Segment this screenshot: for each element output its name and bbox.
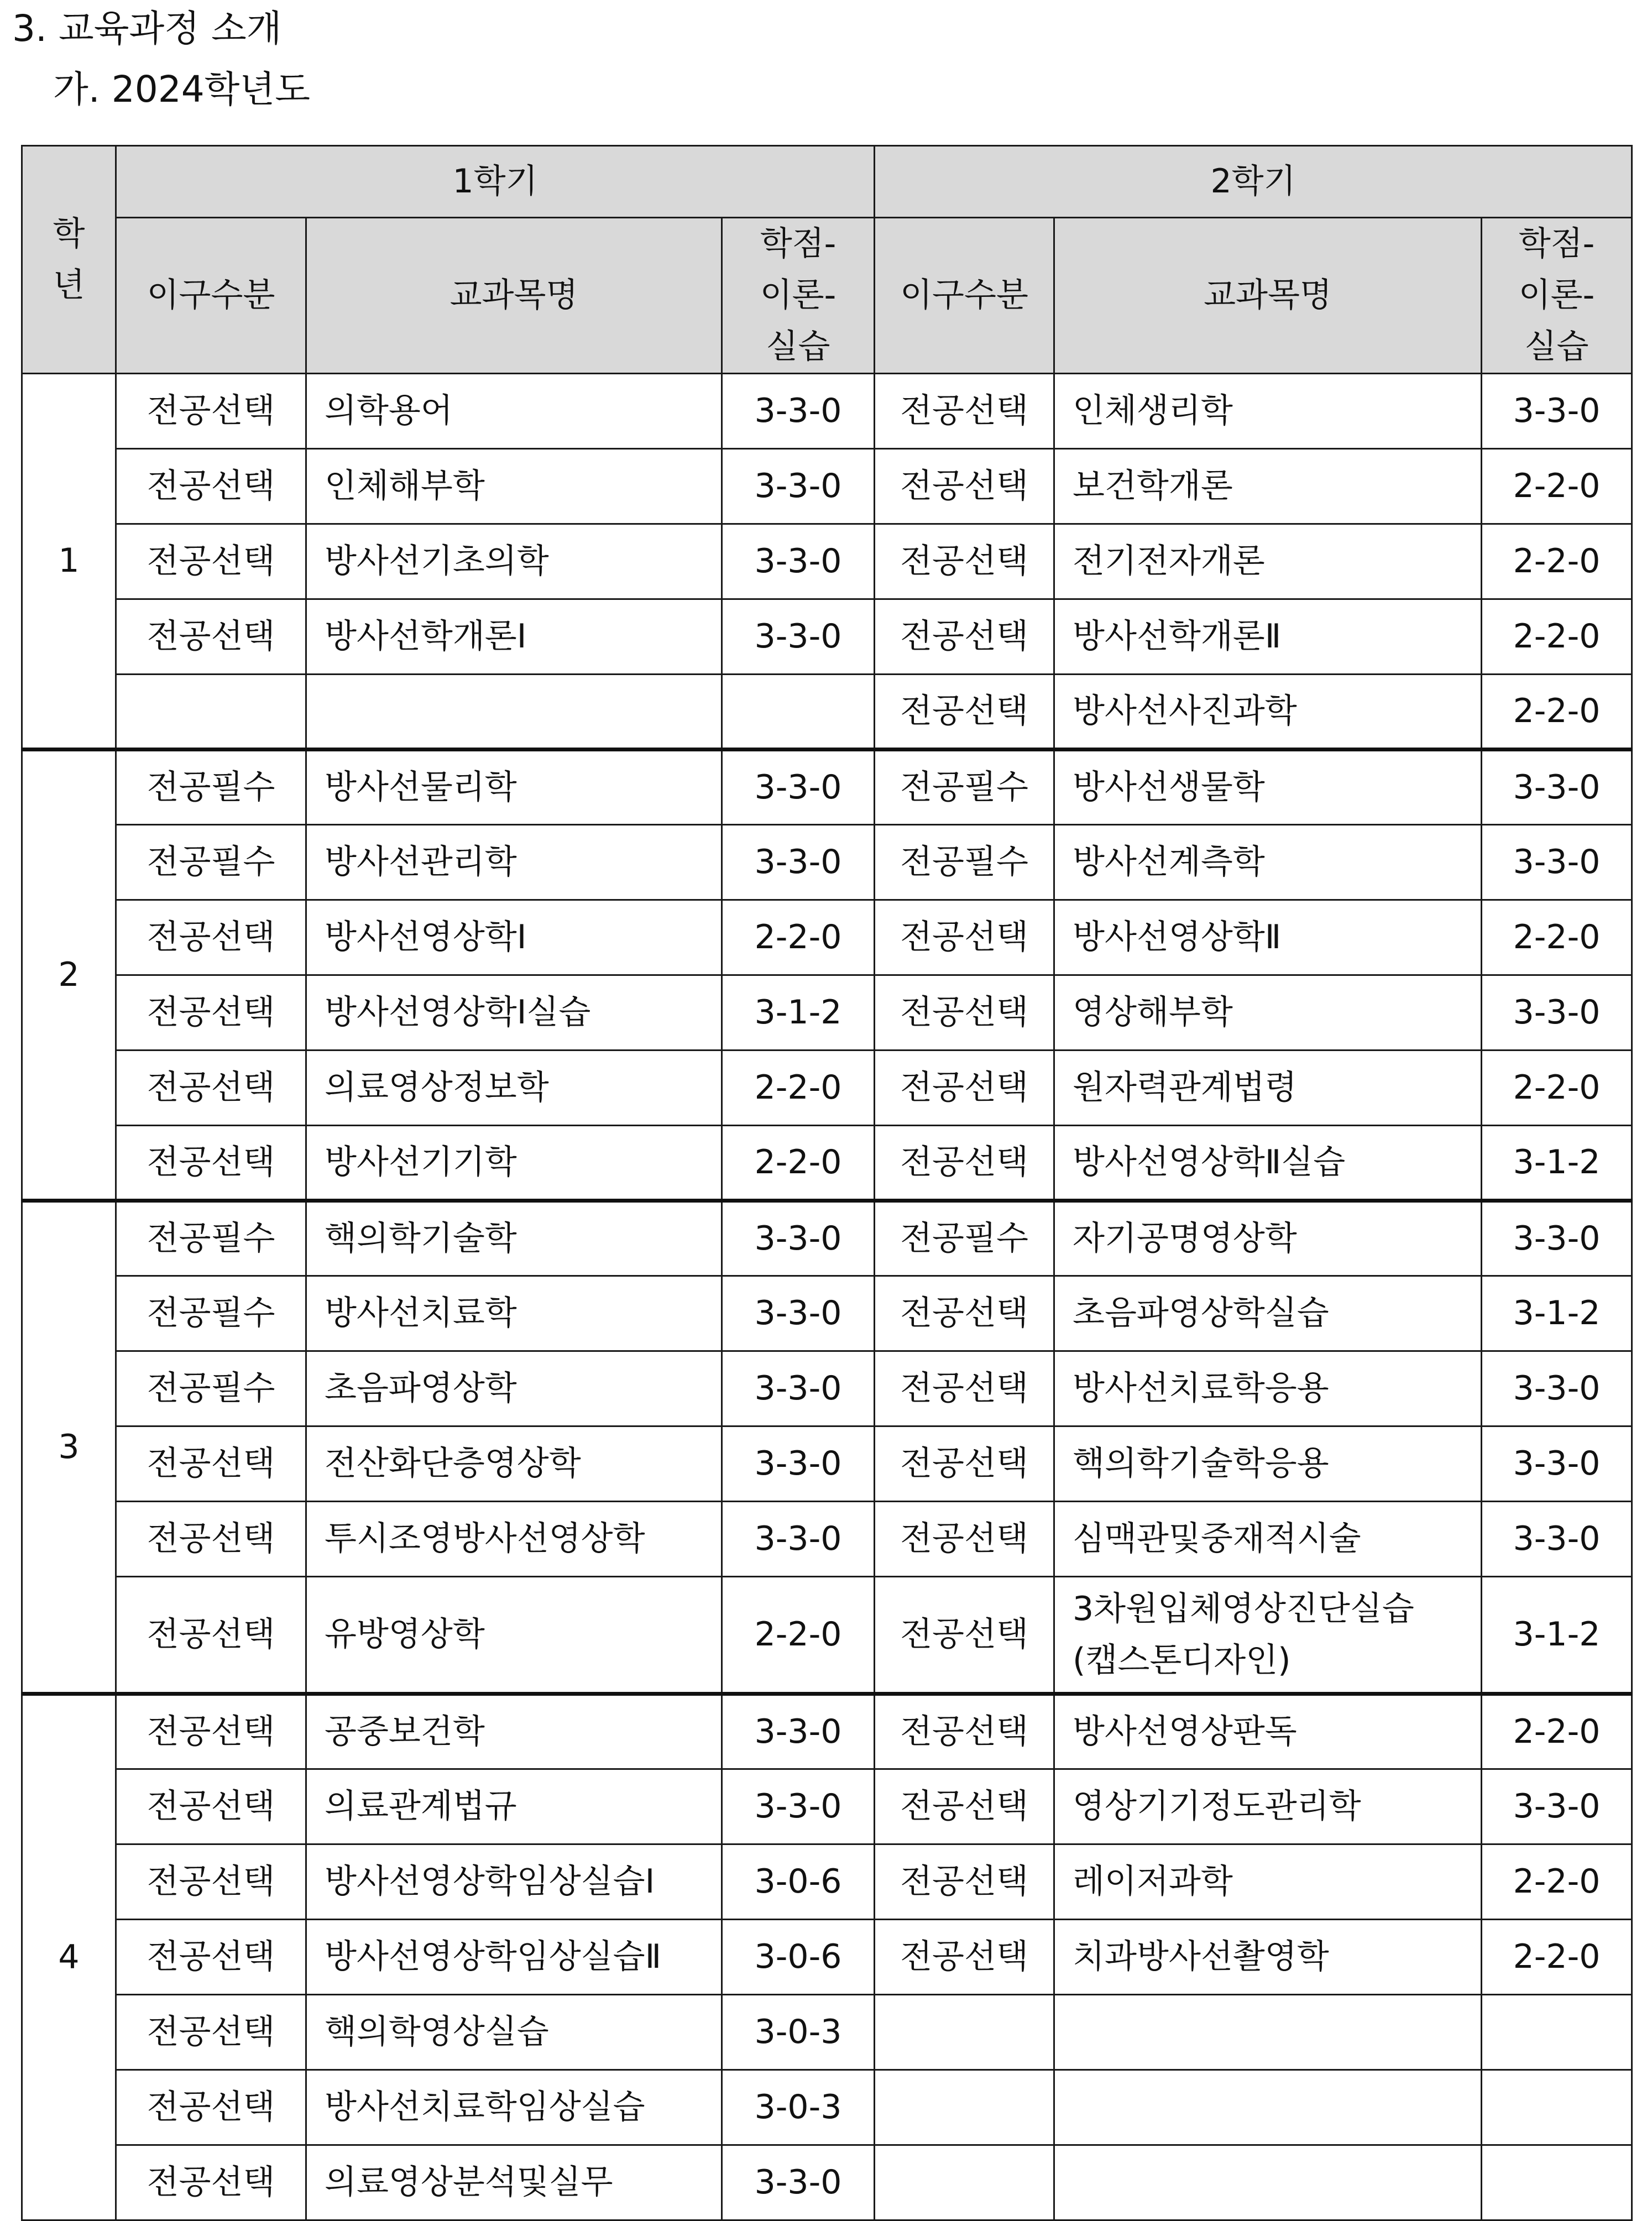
sem2-course-cell: 원자력관계법령	[1054, 1051, 1482, 1126]
sem1-course-cell: 방사선치료학	[306, 1276, 722, 1351]
sem1-credit-cell: 3-3-0	[722, 2145, 875, 2220]
sem2-course-cell: 초음파영상학실습	[1054, 1276, 1482, 1351]
sem1-course-cell: 방사선기초의학	[306, 524, 722, 599]
sem2-credit-cell: 2-2-0	[1482, 524, 1632, 599]
semester2-header: 2학기	[875, 146, 1632, 218]
sem2-course-header: 교과목명	[1054, 218, 1482, 374]
sem2-type-cell: 전공선택	[875, 1577, 1054, 1694]
sem2-type-cell: 전공선택	[875, 374, 1054, 449]
sem1-course-cell: 공중보건학	[306, 1694, 722, 1769]
table-row	[22, 825, 1632, 900]
sem2-type-cell: 전공선택	[875, 1769, 1054, 1844]
sem1-type-cell: 전공선택	[116, 2145, 306, 2220]
sem1-course-cell: 방사선관리학	[306, 825, 722, 900]
table-row	[22, 599, 1632, 675]
sem1-type-cell: 전공선택	[116, 1577, 306, 1694]
sem2-course-cell: 레이저과학	[1054, 1844, 1482, 1920]
sem2-course-cell: 핵의학기술학응용	[1054, 1426, 1482, 1502]
sem1-type-cell: 전공선택	[116, 975, 306, 1051]
sem2-type-cell: 전공선택	[875, 975, 1054, 1051]
year-column-header: 학 년	[22, 146, 116, 374]
sem1-credit-cell: 3-0-6	[722, 1920, 875, 1995]
table-row	[22, 374, 1632, 449]
sem2-course-cell: 치과방사선촬영학	[1054, 1920, 1482, 1995]
table-row	[22, 1201, 1632, 1276]
sem1-credit-cell: 3-3-0	[722, 374, 875, 449]
sem2-course-cell: 방사선영상학Ⅱ	[1054, 900, 1482, 975]
sem1-type-cell: 전공필수	[116, 1201, 306, 1276]
section-heading: 3. 교육과정 소개	[12, 7, 282, 50]
sem2-course-cell: 자기공명영상학	[1054, 1201, 1482, 1276]
sem1-course-cell: 핵의학기술학	[306, 1201, 722, 1276]
sem2-type-cell: 전공선택	[875, 900, 1054, 975]
sem2-course-cell: 방사선치료학응용	[1054, 1351, 1482, 1426]
sem1-credit-cell: 3-3-0	[722, 524, 875, 599]
sem2-credit-cell: 3-3-0	[1482, 374, 1632, 449]
sem2-credit-cell: 3-1-2	[1482, 1276, 1632, 1351]
sem2-course-cell	[1054, 2145, 1482, 2220]
sem1-type-cell: 전공선택	[116, 1502, 306, 1577]
table-row	[22, 750, 1632, 825]
sem1-credit-cell: 3-3-0	[722, 825, 875, 900]
sem1-course-cell: 의료영상분석및실무	[306, 2145, 722, 2220]
sem2-credit-cell: 3-1-2	[1482, 1126, 1632, 1201]
sem2-course-cell	[1054, 2070, 1482, 2145]
sem1-credit-cell: 3-3-0	[722, 1276, 875, 1351]
sem2-credit-cell: 3-3-0	[1482, 825, 1632, 900]
sem1-credit-cell: 3-3-0	[722, 599, 875, 675]
sem2-type-cell	[875, 1995, 1054, 2070]
sem2-type-cell: 전공선택	[875, 1920, 1054, 1995]
sem1-course-cell: 핵의학영상실습	[306, 1995, 722, 2070]
sem2-course-cell	[1054, 1995, 1482, 2070]
table-row	[22, 1844, 1632, 1920]
sem2-course-cell: 방사선생물학	[1054, 750, 1482, 825]
table-row	[22, 975, 1632, 1051]
sem1-course-cell: 초음파영상학	[306, 1351, 722, 1426]
sem2-type-cell: 전공선택	[875, 1126, 1054, 1201]
sem2-credit-cell: 2-2-0	[1482, 675, 1632, 750]
sem1-credit-cell: 3-3-0	[722, 449, 875, 524]
sem2-type-cell: 전공선택	[875, 524, 1054, 599]
sem2-course-cell: 방사선사진과학	[1054, 675, 1482, 750]
sem2-credit-cell	[1482, 2145, 1632, 2220]
curriculum-body	[22, 374, 1632, 2220]
sem2-credit-cell: 2-2-0	[1482, 1844, 1632, 1920]
sem1-credit-cell: 2-2-0	[722, 1126, 875, 1201]
table-row	[22, 524, 1632, 599]
sem1-type-header: 이구수분	[116, 218, 306, 374]
sem2-type-cell	[875, 2070, 1054, 2145]
sem1-type-cell: 전공선택	[116, 1769, 306, 1844]
table-row	[22, 1051, 1632, 1126]
sem1-type-cell: 전공필수	[116, 825, 306, 900]
sem2-type-cell: 전공선택	[875, 599, 1054, 675]
sem2-course-cell: 3차원입체영상진단실습 (캡스톤디자인)	[1054, 1577, 1482, 1694]
sem1-type-cell: 전공선택	[116, 1844, 306, 1920]
table-row	[22, 1769, 1632, 1844]
year-cell: 3	[22, 1201, 116, 1694]
table-row	[22, 1920, 1632, 1995]
sem1-credit-header: 학점- 이론- 실습	[722, 218, 875, 374]
sem2-type-cell: 전공선택	[875, 1051, 1054, 1126]
year-cell: 1	[22, 374, 116, 750]
sem1-credit-cell: 3-3-0	[722, 1426, 875, 1502]
year-cell: 2	[22, 750, 116, 1201]
sem1-type-cell: 전공선택	[116, 900, 306, 975]
sem1-course-cell: 전산화단층영상학	[306, 1426, 722, 1502]
sem2-credit-cell: 2-2-0	[1482, 1694, 1632, 1769]
table-row	[22, 1502, 1632, 1577]
sem1-course-cell: 방사선영상학임상실습Ⅰ	[306, 1844, 722, 1920]
sem1-credit-cell: 2-2-0	[722, 1051, 875, 1126]
section-subheading: 가. 2024학년도	[53, 68, 310, 111]
sem1-type-cell: 전공선택	[116, 1051, 306, 1126]
sem2-type-cell: 전공선택	[875, 1351, 1054, 1426]
sem2-credit-cell: 2-2-0	[1482, 449, 1632, 524]
sem2-type-cell: 전공선택	[875, 675, 1054, 750]
sem2-type-cell: 전공선택	[875, 1694, 1054, 1769]
sem1-credit-cell: 3-3-0	[722, 1502, 875, 1577]
sem1-course-cell: 투시조영방사선영상학	[306, 1502, 722, 1577]
sem1-course-cell: 유방영상학	[306, 1577, 722, 1694]
table-row	[22, 449, 1632, 524]
sem2-course-cell: 방사선영상판독	[1054, 1694, 1482, 1769]
sem1-course-cell: 방사선치료학임상실습	[306, 2070, 722, 2145]
sem1-type-cell: 전공필수	[116, 1351, 306, 1426]
semester1-header: 1학기	[116, 146, 875, 218]
sem2-credit-cell: 2-2-0	[1482, 1051, 1632, 1126]
sem1-course-cell: 방사선학개론Ⅰ	[306, 599, 722, 675]
sem2-course-cell: 전기전자개론	[1054, 524, 1482, 599]
sem2-type-cell: 전공필수	[875, 750, 1054, 825]
table-row	[22, 1126, 1632, 1201]
sem2-course-cell: 인체생리학	[1054, 374, 1482, 449]
table-row	[22, 1577, 1632, 1694]
sem1-course-cell: 인체해부학	[306, 449, 722, 524]
sem2-course-cell: 심맥관및중재적시술	[1054, 1502, 1482, 1577]
header-row-columns	[22, 218, 1632, 374]
table-row	[22, 675, 1632, 750]
sem1-credit-cell: 3-3-0	[722, 1351, 875, 1426]
sem2-credit-cell: 3-3-0	[1482, 1769, 1632, 1844]
sem2-course-cell: 방사선학개론Ⅱ	[1054, 599, 1482, 675]
sem2-type-cell: 전공선택	[875, 1502, 1054, 1577]
sem1-credit-cell: 3-3-0	[722, 1201, 875, 1276]
sem1-credit-cell: 3-0-6	[722, 1844, 875, 1920]
sem1-type-cell: 전공선택	[116, 1126, 306, 1201]
sem2-credit-cell: 3-3-0	[1482, 975, 1632, 1051]
sem1-course-cell: 의료영상정보학	[306, 1051, 722, 1126]
sem1-course-cell: 의료관계법규	[306, 1769, 722, 1844]
table-row	[22, 1351, 1632, 1426]
sem1-type-cell: 전공선택	[116, 599, 306, 675]
sem1-type-cell: 전공선택	[116, 524, 306, 599]
sem2-course-cell: 방사선영상학Ⅱ실습	[1054, 1126, 1482, 1201]
table-row	[22, 1426, 1632, 1502]
sem1-course-cell: 방사선물리학	[306, 750, 722, 825]
year-cell: 4	[22, 1694, 116, 2220]
sem1-course-cell: 방사선영상학임상실습Ⅱ	[306, 1920, 722, 1995]
sem2-credit-cell: 2-2-0	[1482, 599, 1632, 675]
sem2-course-cell: 보건학개론	[1054, 449, 1482, 524]
sem2-type-header: 이구수분	[875, 218, 1054, 374]
sem1-credit-cell: 3-1-2	[722, 975, 875, 1051]
sem2-credit-cell	[1482, 1995, 1632, 2070]
sem1-type-cell: 전공선택	[116, 1426, 306, 1502]
sem2-credit-cell: 3-1-2	[1482, 1577, 1632, 1694]
sem2-credit-cell: 3-3-0	[1482, 1351, 1632, 1426]
sem2-credit-cell	[1482, 2070, 1632, 2145]
table-row	[22, 2145, 1632, 2220]
sem2-type-cell: 전공선택	[875, 1844, 1054, 1920]
table-row	[22, 900, 1632, 975]
sem1-type-cell: 전공선택	[116, 449, 306, 524]
sem2-course-cell: 방사선계측학	[1054, 825, 1482, 900]
sem1-course-cell: 방사선영상학Ⅰ실습	[306, 975, 722, 1051]
sem2-credit-cell: 2-2-0	[1482, 900, 1632, 975]
table-row	[22, 1276, 1632, 1351]
sem2-type-cell: 전공필수	[875, 1201, 1054, 1276]
sem2-credit-cell: 2-2-0	[1482, 1920, 1632, 1995]
sem1-course-cell: 방사선영상학Ⅰ	[306, 900, 722, 975]
sem1-credit-cell: 3-3-0	[722, 1769, 875, 1844]
sem1-course-cell	[306, 675, 722, 750]
sem2-type-cell: 전공선택	[875, 449, 1054, 524]
sem1-credit-cell: 3-3-0	[722, 750, 875, 825]
sem1-type-cell	[116, 675, 306, 750]
sem2-type-cell: 전공필수	[875, 825, 1054, 900]
sem1-type-cell: 전공선택	[116, 1995, 306, 2070]
sem1-type-cell: 전공선택	[116, 2070, 306, 2145]
sem2-credit-cell: 3-3-0	[1482, 1201, 1632, 1276]
sem2-course-cell: 영상기기정도관리학	[1054, 1769, 1482, 1844]
table-row	[22, 1694, 1632, 1769]
sem1-credit-cell: 3-0-3	[722, 2070, 875, 2145]
sem1-credit-cell	[722, 675, 875, 750]
header-row-semesters	[22, 146, 1632, 218]
sem1-type-cell: 전공필수	[116, 750, 306, 825]
sem1-course-cell: 의학용어	[306, 374, 722, 449]
sem2-type-cell: 전공선택	[875, 1426, 1054, 1502]
sem2-course-cell: 영상해부학	[1054, 975, 1482, 1051]
sem1-credit-cell: 2-2-0	[722, 900, 875, 975]
sem2-credit-cell: 3-3-0	[1482, 1426, 1632, 1502]
table-row	[22, 1995, 1632, 2070]
sem2-type-cell: 전공선택	[875, 1276, 1054, 1351]
sem1-credit-cell: 3-3-0	[722, 1694, 875, 1769]
sem1-type-cell: 전공필수	[116, 1276, 306, 1351]
sem1-type-cell: 전공선택	[116, 1920, 306, 1995]
sem2-credit-cell: 3-3-0	[1482, 750, 1632, 825]
sem1-credit-cell: 2-2-0	[722, 1577, 875, 1694]
sem1-course-header: 교과목명	[306, 218, 722, 374]
sem1-type-cell: 전공선택	[116, 1694, 306, 1769]
sem2-credit-cell: 3-3-0	[1482, 1502, 1632, 1577]
sem1-type-cell: 전공선택	[116, 374, 306, 449]
sem1-credit-cell: 3-0-3	[722, 1995, 875, 2070]
sem2-credit-header: 학점- 이론- 실습	[1482, 218, 1632, 374]
table-row	[22, 2070, 1632, 2145]
sem2-type-cell	[875, 2145, 1054, 2220]
curriculum-table	[21, 145, 1633, 2221]
sem1-course-cell: 방사선기기학	[306, 1126, 722, 1201]
